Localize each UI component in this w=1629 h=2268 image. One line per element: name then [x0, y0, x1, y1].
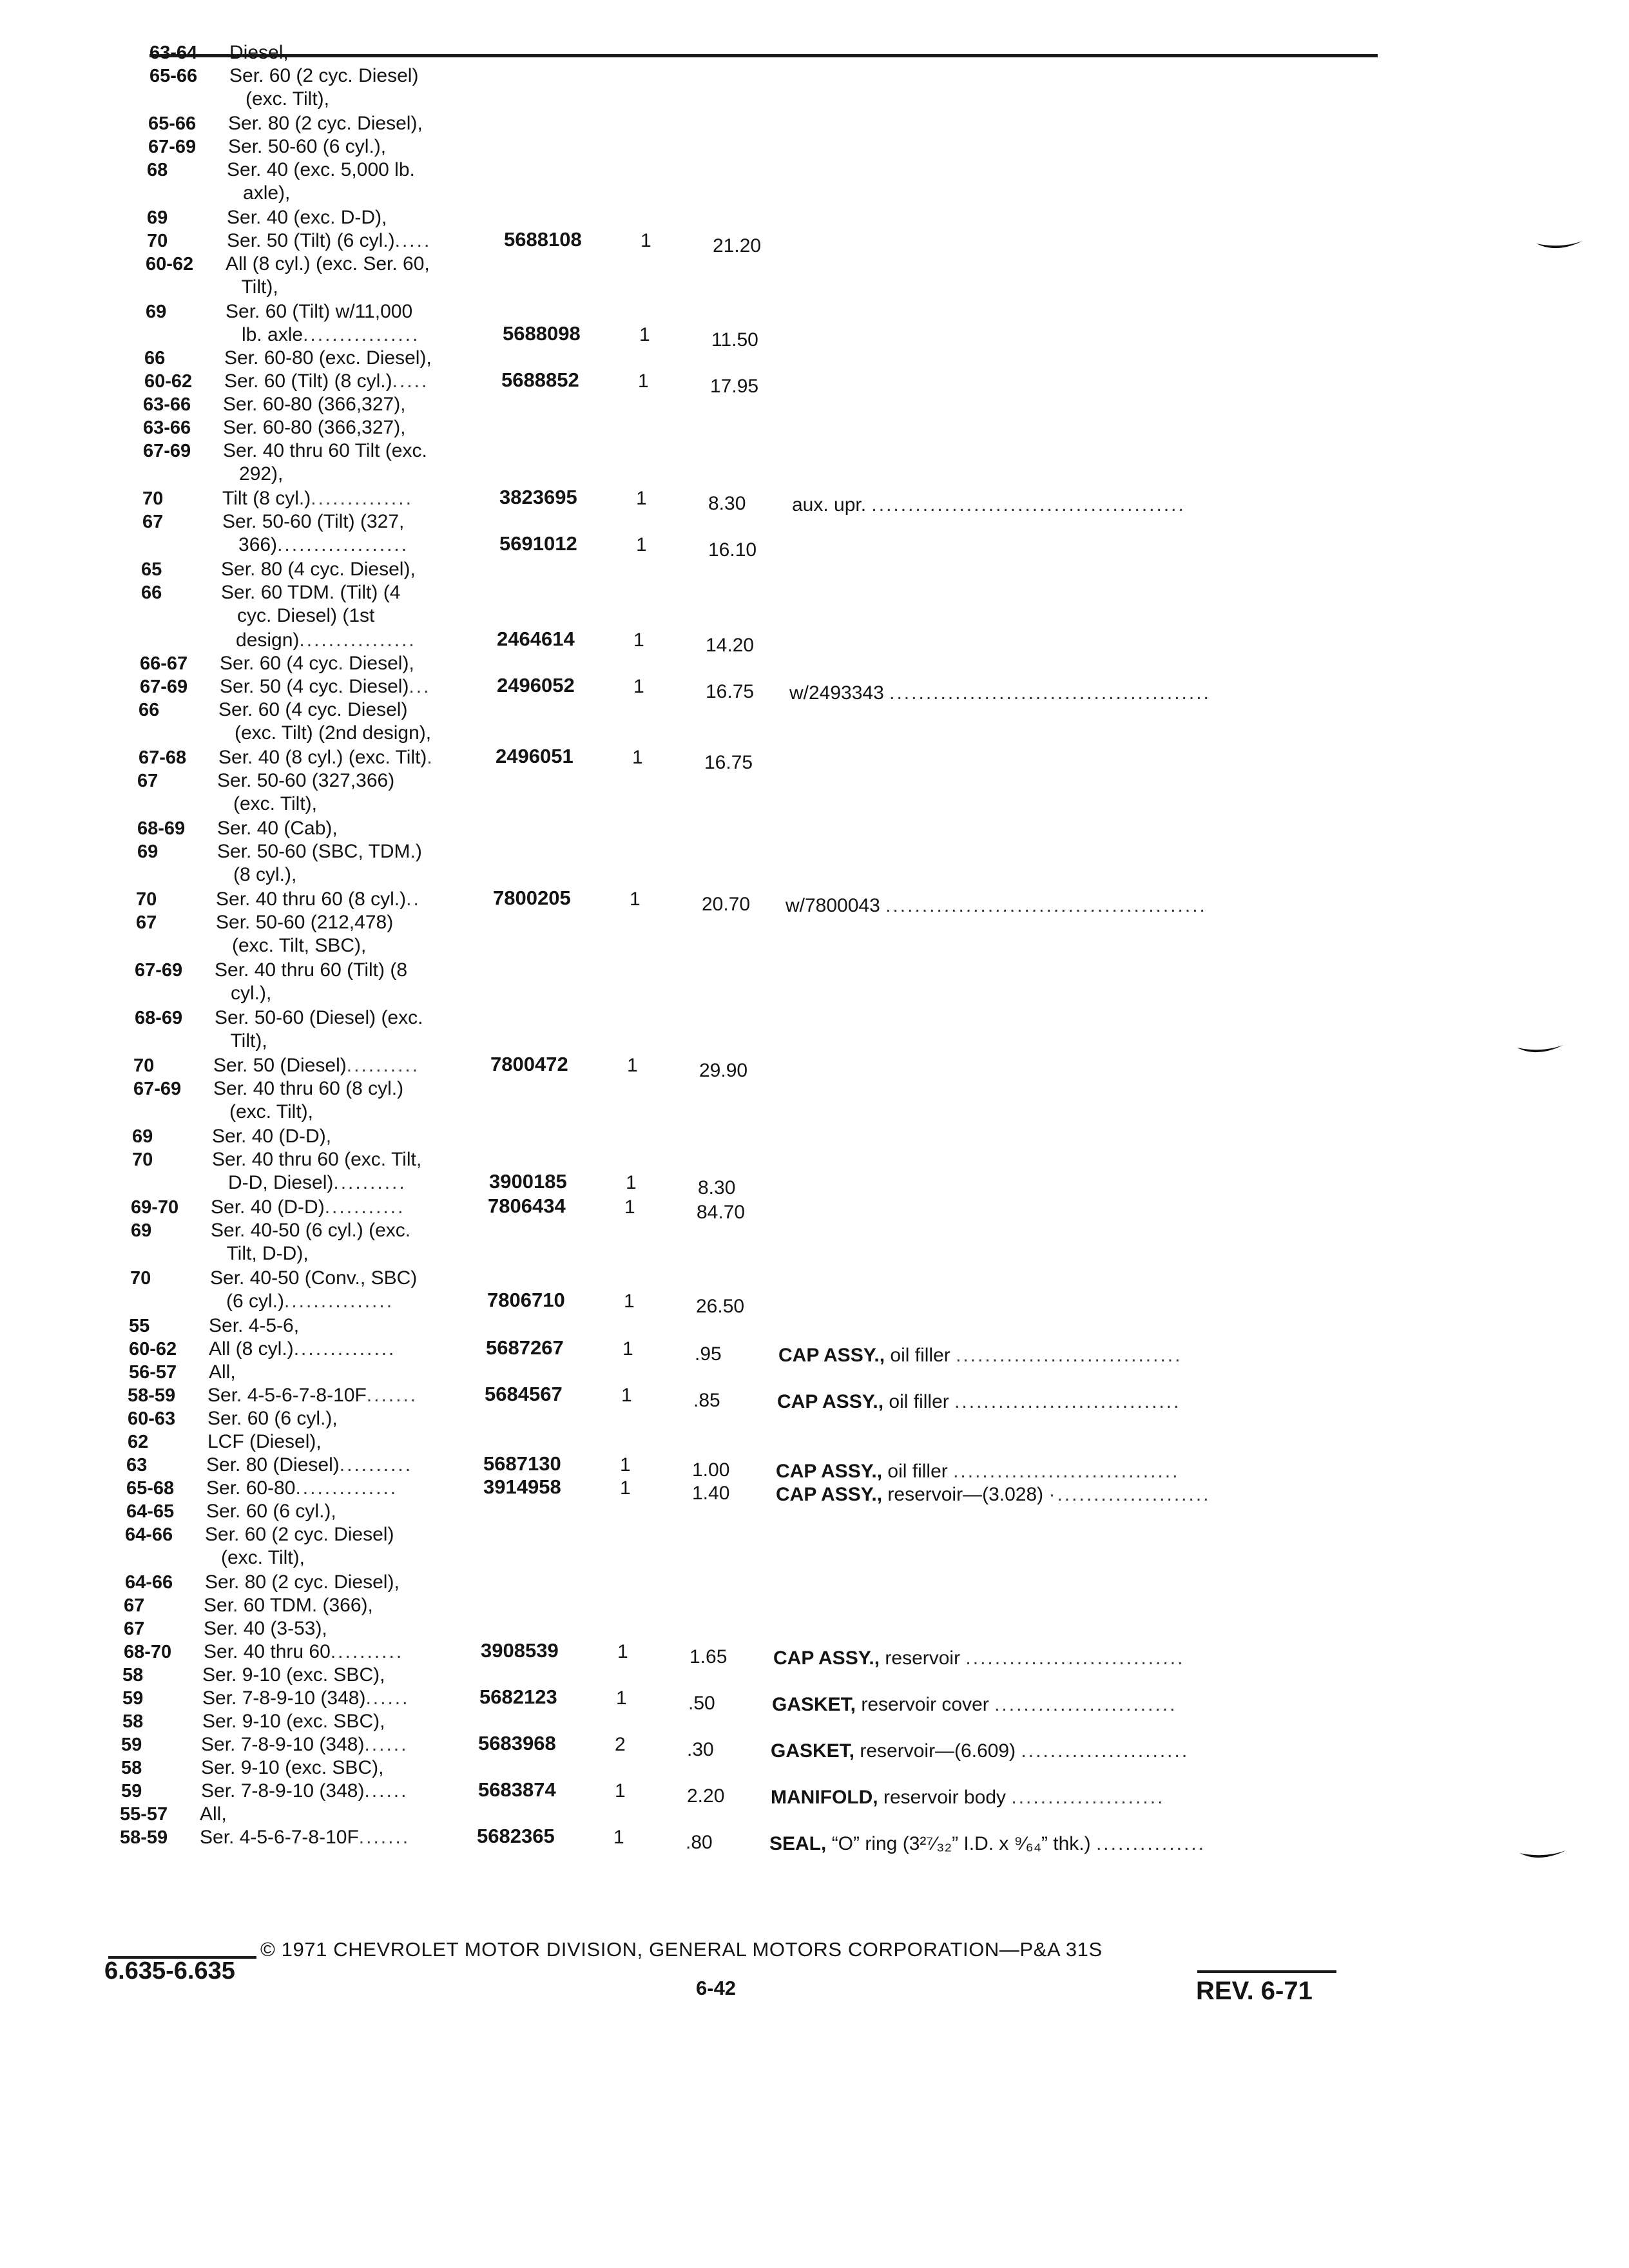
part-name: GASKET, [772, 1694, 856, 1715]
quantity: 1 [621, 1385, 632, 1406]
part-description [771, 1786, 1164, 1809]
margin-mark [1535, 240, 1584, 257]
top-rule [149, 54, 1378, 57]
description-text: aux. upr. [792, 494, 872, 515]
application-text: Ser. 40-50 (6 cyl.) (exc. [211, 1220, 411, 1241]
year-cell: 63-66 [143, 418, 191, 438]
application-text: Ser. 40-50 (Conv., SBC) [210, 1267, 418, 1289]
application-text: Ser. 9-10 (exc. SBC), [202, 1711, 385, 1732]
application-text: Ser. 60 (2 cyc. Diesel) [205, 1524, 394, 1545]
application-text: D-D, Diesel).......... [212, 1172, 407, 1193]
leader-dots: ....... [358, 1827, 410, 1848]
part-number: 7806434 [488, 1195, 566, 1217]
year-cell: 69 [131, 1220, 152, 1241]
application-text: Ser. 60-80.............. [206, 1477, 398, 1499]
application-text: All (8 cyl.).............. [209, 1338, 396, 1360]
list-price: 21.20 [713, 235, 762, 256]
footer-revision: REV. 6-71 [1196, 1977, 1313, 2005]
quantity: 1 [620, 1477, 631, 1499]
list-price: 1.40 [692, 1483, 730, 1504]
application-text: Diesel, [229, 42, 289, 63]
application-text: Tilt, D-D), [211, 1243, 309, 1264]
list-price: 1.65 [689, 1646, 728, 1667]
part-number: 3823695 [499, 486, 577, 508]
quantity: 1 [615, 1780, 626, 1802]
list-price: 8.30 [698, 1177, 736, 1198]
part-number: 7800205 [493, 887, 571, 909]
application-text: 366).................. [222, 534, 409, 555]
application-text: Ser. 40 (D-D), [212, 1126, 332, 1147]
description-text: oil filler [883, 1391, 955, 1412]
part-description [792, 494, 1186, 517]
year-cell: 67-69 [140, 677, 188, 697]
quantity: 1 [624, 1291, 635, 1312]
year-cell: 69-70 [131, 1197, 179, 1218]
part-name: GASKET, [771, 1740, 855, 1762]
application-text: Ser. 50-60 (6 cyl.), [228, 136, 387, 157]
leader-dots: .......... [333, 1172, 407, 1193]
year-cell: 69 [146, 302, 167, 322]
part-number: 5688098 [503, 322, 581, 345]
application-text: Ser. 60-80 (366,327), [223, 417, 406, 438]
application-text: Ser. 40 thru 60 (8 cyl.) [213, 1078, 404, 1099]
application-text: LCF (Diesel), [207, 1431, 322, 1452]
list-price: .30 [687, 1739, 714, 1760]
leader-dots: ....................... [1021, 1740, 1190, 1762]
application-text: Ser. 80 (4 cyc. Diesel), [221, 559, 416, 580]
leader-dots: ............... [1095, 1833, 1206, 1854]
leader-dots: ...... [365, 1687, 410, 1709]
list-price: 16.75 [704, 752, 753, 773]
year-cell: 59 [121, 1781, 142, 1802]
year-cell: 59 [122, 1688, 144, 1709]
list-price: 20.70 [702, 894, 751, 915]
part-description [777, 1390, 1181, 1414]
leader-dots: ·..................... [1048, 1484, 1211, 1505]
application-text: cyl.), [215, 983, 272, 1004]
application-text: Ser. 50-60 (SBC, TDM.) [217, 841, 422, 862]
application-text: Ser. 9-10 (exc. SBC), [202, 1664, 385, 1686]
part-name: SEAL, [769, 1833, 827, 1854]
list-price: 16.10 [708, 539, 757, 561]
application-text: Ser. 7-8-9-10 (348)...... [202, 1687, 410, 1709]
year-cell: 70 [130, 1268, 151, 1289]
year-cell: 67 [136, 912, 157, 933]
part-description [776, 1483, 1211, 1506]
year-cell: 68 [147, 160, 168, 180]
leader-dots: ... [409, 676, 431, 697]
part-number: 5688108 [504, 228, 582, 251]
application-text: Ser. 80 (Diesel).......... [206, 1454, 413, 1475]
leader-dots: ............................... [956, 1345, 1182, 1366]
application-text: Ser. 40 (8 cyl.) (exc. Tilt). [218, 747, 434, 768]
description-text: reservoir body [878, 1787, 1012, 1808]
year-cell: 69 [132, 1126, 153, 1147]
year-cell: 67-69 [143, 441, 191, 461]
quantity: 1 [627, 1055, 638, 1076]
application-text: design)................ [220, 629, 416, 651]
application-text: Ser. 50-60 (327,366) [217, 770, 395, 791]
description-text: “O” ring (3²⁷⁄₃₂” I.D. x ⁹⁄₆₄” thk.) [826, 1833, 1096, 1854]
part-number: 3914958 [483, 1475, 561, 1498]
application-text: Ser. 4-5-6-7-8-10F....... [200, 1827, 410, 1848]
leader-dots: ..... [392, 370, 429, 392]
year-cell: 65-66 [149, 66, 198, 86]
part-number: 5691012 [499, 532, 577, 555]
leader-dots: ............................................ [885, 895, 1207, 916]
application-text: Tilt), [215, 1030, 267, 1052]
application-text: Ser. 40 thru 60 (exc. Tilt, [212, 1149, 422, 1170]
leader-dots: .................. [277, 534, 409, 555]
leader-dots: ................ [303, 324, 420, 345]
year-cell: 58-59 [128, 1385, 176, 1406]
application-text: Ser. 60 (6 cyl.), [206, 1501, 336, 1522]
leader-dots: ........................................... [871, 494, 1186, 515]
year-cell: 68-69 [135, 1008, 183, 1028]
part-description [778, 1344, 1182, 1367]
list-price: 11.50 [711, 329, 758, 351]
part-number: 7800472 [490, 1053, 568, 1075]
leader-dots: ...... [364, 1734, 409, 1755]
year-cell: 60-63 [128, 1408, 176, 1429]
description-text: w/7800043 [786, 895, 886, 916]
application-text: Ser. 40 (D-D)........... [211, 1196, 405, 1218]
year-cell: 60-62 [144, 371, 193, 392]
application-text: Ser. 4-5-6-7-8-10F....... [207, 1385, 418, 1406]
quantity: 1 [620, 1454, 631, 1475]
year-cell: 70 [132, 1149, 153, 1170]
year-cell: 66-67 [140, 653, 188, 674]
application-text: Ser. 9-10 (exc. SBC), [201, 1757, 384, 1778]
year-cell: 55-57 [120, 1804, 168, 1825]
year-cell: 55 [129, 1316, 150, 1336]
leader-dots: ..... [394, 230, 432, 251]
application-text: Ser. 60-80 (exc. Diesel), [224, 347, 432, 369]
quantity: 1 [633, 676, 644, 697]
year-cell: 58 [122, 1711, 144, 1732]
footer-page-number: 6-42 [696, 1977, 737, 1999]
description-text: oil filler [885, 1345, 956, 1366]
application-text: Ser. 40 thru 60 Tilt (exc. [223, 440, 427, 461]
application-text: All (8 cyl.) (exc. Ser. 60, [226, 253, 430, 274]
part-number: 5683968 [478, 1732, 556, 1754]
footer-copyright: © 1971 CHEVROLET MOTOR DIVISION, GENERAL MOTORS CORPORATION—P&A 31S [260, 1938, 1103, 1961]
year-cell: 69 [147, 207, 168, 228]
year-cell: 56-57 [129, 1362, 177, 1383]
application-text: Ser. 60 (4 cyc. Diesel), [220, 653, 414, 674]
leader-dots: .. [406, 889, 421, 910]
leader-dots: ...... [364, 1780, 409, 1802]
year-cell: 70 [136, 889, 157, 910]
leader-dots: ................ [299, 629, 416, 651]
application-text: All, [209, 1361, 236, 1383]
part-number: 7806710 [487, 1289, 565, 1311]
margin-mark [1516, 1044, 1565, 1061]
leader-dots: ............................................ [889, 682, 1211, 704]
application-text: (exc. Tilt), [229, 88, 330, 110]
description-text: w/2493343 [789, 682, 890, 704]
list-price: .85 [693, 1390, 720, 1411]
year-cell: 63-64 [149, 43, 198, 63]
footer-rule-right [1197, 1970, 1336, 1973]
application-text: (exc. Tilt, SBC), [216, 935, 367, 956]
list-price: 2.20 [687, 1785, 725, 1807]
part-name: MANIFOLD, [771, 1787, 878, 1808]
application-text: lb. axle................ [226, 324, 420, 345]
leader-dots: . [427, 747, 434, 768]
year-cell: 70 [133, 1055, 155, 1076]
leader-dots: ....... [366, 1385, 418, 1406]
quantity: 1 [616, 1687, 627, 1709]
description-text: reservoir—(3.028) [882, 1484, 1049, 1505]
application-text: Ser. 50-60 (212,478) [216, 912, 394, 933]
application-text: Ser. 60 (6 cyl.), [207, 1408, 338, 1429]
application-text: Ser. 60-80 (366,327), [223, 394, 406, 415]
application-text: (exc. Tilt), [217, 793, 318, 814]
application-text: Ser. 60 TDM. (Tilt) (4 [221, 582, 401, 603]
year-cell: 60-62 [146, 254, 194, 274]
year-cell: 67-68 [139, 747, 187, 768]
year-cell: 59 [121, 1735, 142, 1755]
year-cell: 58 [122, 1665, 144, 1686]
year-cell: 63-66 [143, 394, 191, 415]
leader-dots: .......... [330, 1641, 404, 1662]
list-price: 14.20 [706, 635, 755, 656]
year-cell: 64-66 [125, 1524, 173, 1545]
quantity: 1 [617, 1641, 628, 1662]
leader-dots: .............................. [965, 1648, 1185, 1669]
leader-dots: ..................... [1011, 1787, 1165, 1808]
description-text: reservoir—(6.609) [854, 1740, 1021, 1762]
year-cell: 58 [121, 1758, 142, 1778]
part-description [771, 1740, 1189, 1763]
part-number: 2464614 [497, 628, 575, 650]
leader-dots: ........... [324, 1196, 405, 1218]
application-text: Ser. 40 (3-53), [204, 1618, 327, 1639]
margin-mark [1518, 1849, 1567, 1867]
part-number: 5682123 [479, 1686, 557, 1708]
list-price: 8.30 [708, 493, 746, 514]
list-price: .50 [688, 1693, 715, 1714]
application-text: (exc. Tilt) (2nd design), [218, 722, 432, 744]
year-cell: 70 [142, 488, 164, 509]
year-cell: 60-62 [129, 1339, 177, 1360]
leader-dots: .......... [346, 1055, 420, 1076]
application-text: (exc. Tilt), [213, 1101, 314, 1122]
part-description [789, 682, 1211, 705]
leader-dots: .............. [293, 1338, 396, 1360]
year-cell: 67-69 [135, 960, 183, 981]
part-number: 2496051 [496, 745, 574, 767]
part-description [772, 1693, 1177, 1716]
part-number: 5687130 [483, 1452, 561, 1475]
application-text: 292), [223, 463, 284, 485]
quantity: 1 [630, 889, 641, 910]
quantity: 1 [633, 629, 644, 651]
application-text: Ser. 7-8-9-10 (348)...... [201, 1734, 409, 1755]
list-price: 17.95 [710, 376, 759, 397]
year-cell: 66 [141, 582, 162, 603]
list-price: 26.50 [696, 1296, 745, 1317]
footer-section-number: 6.635-6.635 [104, 1957, 235, 1984]
year-cell: 67 [124, 1595, 145, 1616]
year-cell: 65 [141, 559, 162, 580]
quantity: 1 [636, 488, 647, 509]
part-number: 5688852 [501, 369, 579, 391]
leader-dots: ............... [284, 1291, 394, 1312]
application-text: Tilt), [226, 276, 278, 298]
application-text: Ser. 40 (Cab), [217, 818, 338, 839]
quantity: 1 [636, 534, 647, 555]
year-cell: 67-69 [148, 137, 197, 157]
application-text: (8 cyl.), [217, 864, 297, 885]
part-name: CAP ASSY., [777, 1391, 884, 1412]
quantity: 1 [639, 324, 650, 345]
part-name: CAP ASSY., [773, 1648, 880, 1669]
leader-dots: ......................... [994, 1694, 1177, 1715]
application-text: Ser. 60 (2 cyc. Diesel) [229, 65, 419, 86]
quantity: 1 [624, 1196, 635, 1218]
part-description [776, 1460, 1179, 1483]
quantity: 1 [641, 230, 651, 251]
leader-dots: ............................... [953, 1461, 1180, 1482]
year-cell: 68-70 [124, 1642, 172, 1662]
application-text: All, [200, 1803, 227, 1825]
year-cell: 67 [142, 512, 164, 532]
application-text: Ser. 60 (Tilt) (8 cyl.)..... [224, 370, 429, 392]
application-text: Ser. 50 (Diesel).......... [213, 1055, 420, 1076]
part-description [769, 1832, 1206, 1856]
list-price: .80 [686, 1832, 713, 1853]
application-text: axle), [227, 182, 291, 204]
description-text: reservoir cover [856, 1694, 995, 1715]
application-text: Ser. 50-60 (Diesel) (exc. [215, 1007, 423, 1028]
description-text: oil filler [882, 1461, 954, 1482]
application-text: Ser. 4-5-6, [209, 1315, 300, 1336]
application-text: Ser. 7-8-9-10 (348)...... [201, 1780, 409, 1802]
year-cell: 62 [128, 1432, 149, 1452]
application-text: Ser. 50 (4 cyc. Diesel)... [220, 676, 431, 697]
application-text: Ser. 40 thru 60 (Tilt) (8 [215, 959, 408, 981]
list-price: .95 [695, 1343, 722, 1365]
year-cell: 66 [144, 348, 166, 369]
year-cell: 65-66 [148, 113, 197, 134]
part-description [786, 894, 1207, 918]
application-text: Ser. 40 thru 60.......... [204, 1641, 404, 1662]
leader-dots: ............................... [954, 1391, 1181, 1412]
part-number: 5683874 [478, 1778, 556, 1801]
quantity: 2 [615, 1734, 626, 1755]
list-price: 84.70 [697, 1202, 746, 1223]
quantity: 1 [622, 1338, 633, 1360]
application-text: (exc. Tilt), [205, 1547, 305, 1568]
quantity: 1 [626, 1172, 637, 1193]
part-description [773, 1647, 1184, 1670]
application-text: Ser. 40 thru 60 (8 cyl.).. [216, 889, 421, 910]
application-text: cyc. Diesel) (1st [221, 605, 375, 626]
quantity: 1 [613, 1827, 624, 1848]
year-cell: 67 [137, 771, 159, 791]
year-cell: 65-68 [126, 1478, 175, 1499]
application-text: Ser. 60 (Tilt) w/11,000 [226, 301, 413, 322]
year-cell: 68-69 [137, 818, 186, 839]
application-text: Tilt (8 cyl.).............. [222, 488, 413, 509]
year-cell: 67-69 [133, 1079, 182, 1099]
part-number: 5687267 [486, 1336, 564, 1359]
year-cell: 63 [126, 1455, 148, 1475]
leader-dots: .............. [311, 488, 413, 509]
year-cell: 67 [124, 1619, 145, 1639]
application-text: Ser. 60 TDM. (366), [204, 1595, 373, 1616]
part-number: 3900185 [489, 1170, 567, 1193]
part-name: CAP ASSY., [776, 1484, 883, 1505]
year-cell: 66 [139, 700, 160, 720]
list-price: 1.00 [692, 1459, 730, 1481]
description-text: reservoir [880, 1648, 966, 1669]
part-name: CAP ASSY., [776, 1461, 883, 1482]
year-cell: 58-59 [120, 1827, 168, 1848]
year-cell: 64-65 [126, 1501, 175, 1522]
list-price: 16.75 [706, 681, 755, 702]
list-price: 29.90 [699, 1060, 748, 1081]
part-number: 5684567 [485, 1383, 563, 1405]
part-number: 5682365 [477, 1825, 555, 1847]
part-name: CAP ASSY., [778, 1345, 885, 1366]
leader-dots: .......... [339, 1454, 413, 1475]
year-cell: 69 [137, 841, 159, 862]
quantity: 1 [632, 747, 643, 768]
part-number: 3908539 [481, 1639, 559, 1662]
application-text: Ser. 80 (2 cyc. Diesel), [228, 113, 423, 134]
application-text: Ser. 50 (Tilt) (6 cyl.)..... [227, 230, 432, 251]
application-text: Ser. 40 (exc. D-D), [227, 207, 387, 228]
part-number: 2496052 [497, 674, 575, 697]
application-text: Ser. 50-60 (Tilt) (327, [222, 511, 405, 532]
application-text: Ser. 40 (exc. 5,000 lb. [227, 159, 415, 180]
application-text: (6 cyl.)............... [210, 1291, 394, 1312]
application-text: Ser. 80 (2 cyc. Diesel), [205, 1571, 400, 1593]
application-text: Ser. 60 (4 cyc. Diesel) [218, 699, 408, 720]
year-cell: 70 [147, 231, 168, 251]
leader-dots: .............. [295, 1477, 398, 1499]
year-cell: 64-66 [125, 1572, 173, 1593]
quantity: 1 [638, 370, 649, 392]
